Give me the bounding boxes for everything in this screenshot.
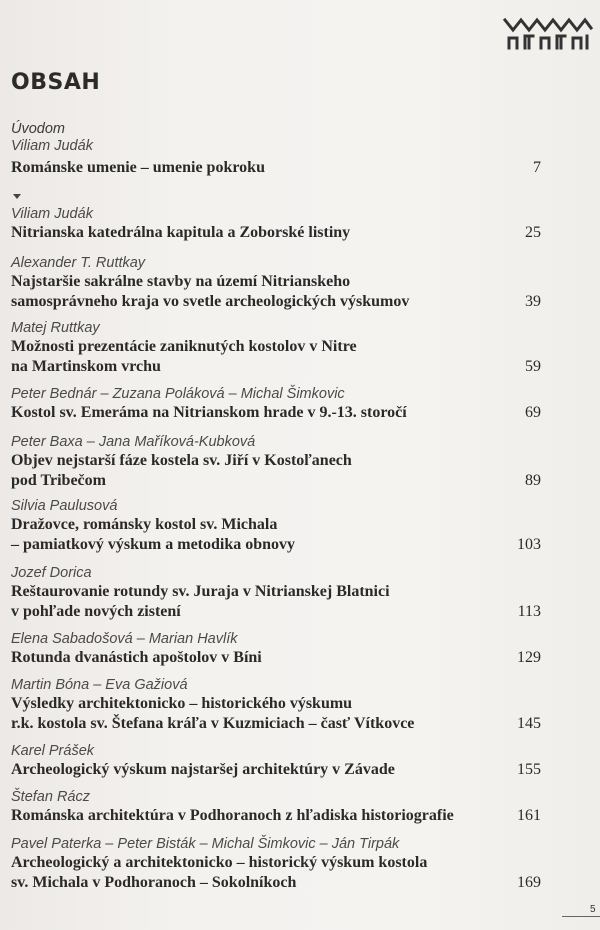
publisher-logo-icon: [503, 16, 593, 52]
toc-entry: [11, 677, 541, 734]
entry-title: Rotunda dvanástich apoštolov v Bíni: [11, 649, 262, 666]
page-number: 69: [525, 404, 541, 421]
toc-entry-intro: [11, 121, 541, 155]
entry-title: Reštaurovanie rotundy sv. Juraja v Nitrianskej Blatnici: [11, 583, 390, 600]
page-number: 25: [525, 224, 541, 241]
entry-title: Možnosti prezentácie zaniknutých kostolov v Nitre: [11, 338, 357, 355]
page-number: 161: [517, 807, 541, 824]
entry-title: na Martinskom vrchu: [11, 358, 161, 375]
entry-title: Výsledky architektonicko – historického výskumu: [11, 695, 353, 712]
toc-entry: [11, 743, 541, 780]
folio-page-number: 5: [590, 904, 596, 915]
page-number: 89: [525, 472, 541, 489]
page-number: 103: [517, 536, 541, 553]
entry-title: pod Tribečom: [11, 472, 106, 489]
toc-entry: [11, 320, 541, 377]
page-title: OBSAH: [11, 70, 101, 95]
section-label: Úvodom: [11, 121, 65, 137]
toc-entry: [11, 158, 541, 178]
toc-entry: [11, 434, 541, 491]
entry-title: v pohľade nových zistení: [11, 603, 181, 620]
entry-author: Peter Baxa – Jana Maříková-Kubková: [11, 434, 256, 450]
toc-entry: [11, 498, 541, 555]
entry-author: Jozef Dorica: [11, 565, 92, 581]
entry-title: Archeologický výskum najstaršej architektúry v Závade: [11, 761, 395, 778]
page-number: 155: [517, 761, 541, 778]
toc-entry: [11, 206, 541, 243]
entry-title: Dražovce, románsky kostol sv. Michala: [11, 516, 278, 533]
entry-author: Viliam Judák: [11, 138, 93, 154]
entry-title: Románska architektúra v Podhoranoch z hľadiska historiografie: [11, 807, 454, 824]
entry-author: Matej Ruttkay: [11, 320, 100, 336]
page-number: 59: [525, 358, 541, 375]
page-number: 39: [525, 293, 541, 310]
entry-author: Elena Sabadošová – Marian Havlík: [11, 631, 238, 647]
entry-author: Alexander T. Ruttkay: [11, 255, 146, 271]
bullet-marker-icon: [13, 194, 21, 199]
entry-title: Nitrianska katedrálna kapitula a Zoborské listiny: [11, 224, 351, 241]
entry-title: – pamiatkový výskum a metodika obnovy: [11, 536, 296, 553]
entry-title: Románske umenie – umenie pokroku: [11, 159, 265, 176]
entry-title: sv. Michala v Podhoranoch – Sokolníkoch: [11, 874, 297, 891]
toc-entry: [11, 631, 541, 668]
entry-title: r.k. kostola sv. Štefana kráľa v Kuzmiciach – časť Vítkovce: [11, 715, 415, 732]
toc-entry: [11, 565, 541, 622]
entry-title: samosprávneho kraja vo svetle archeologických výskumov: [11, 293, 410, 310]
entry-author: Karel Prášek: [11, 743, 95, 759]
page-number: 169: [517, 874, 541, 891]
page-number: 129: [517, 649, 541, 666]
entry-title: Najstaršie sakrálne stavby na území Nitrianskeho: [11, 273, 351, 290]
entry-author: Štefan Rácz: [11, 789, 90, 805]
entry-title: Objev nejstarší fáze kostela sv. Jiří v Kostoľanech: [11, 452, 352, 469]
entry-title: Kostol sv. Emeráma na Nitrianskom hrade v 9.-13. storočí: [11, 404, 407, 421]
toc-entry: [11, 836, 541, 893]
entry-title: Archeologický a architektonicko – historický výskum kostola: [11, 854, 428, 871]
page-number: 7: [533, 159, 541, 176]
toc-entry: [11, 255, 541, 312]
entry-author: Martin Bóna – Eva Gažiová: [11, 677, 188, 693]
footer-rule: [562, 916, 600, 917]
toc-entry: [11, 386, 541, 423]
page-number: 145: [517, 715, 541, 732]
entry-author: Peter Bednár – Zuzana Poláková – Michal Šimkovic: [11, 386, 345, 402]
entry-author: Silvia Paulusová: [11, 498, 118, 514]
entry-author: Viliam Judák: [11, 206, 93, 222]
toc-entry: [11, 789, 541, 826]
page-number: 113: [517, 603, 541, 620]
entry-author: Pavel Paterka – Peter Bisták – Michal Šimkovic – Ján Tirpák: [11, 836, 400, 852]
